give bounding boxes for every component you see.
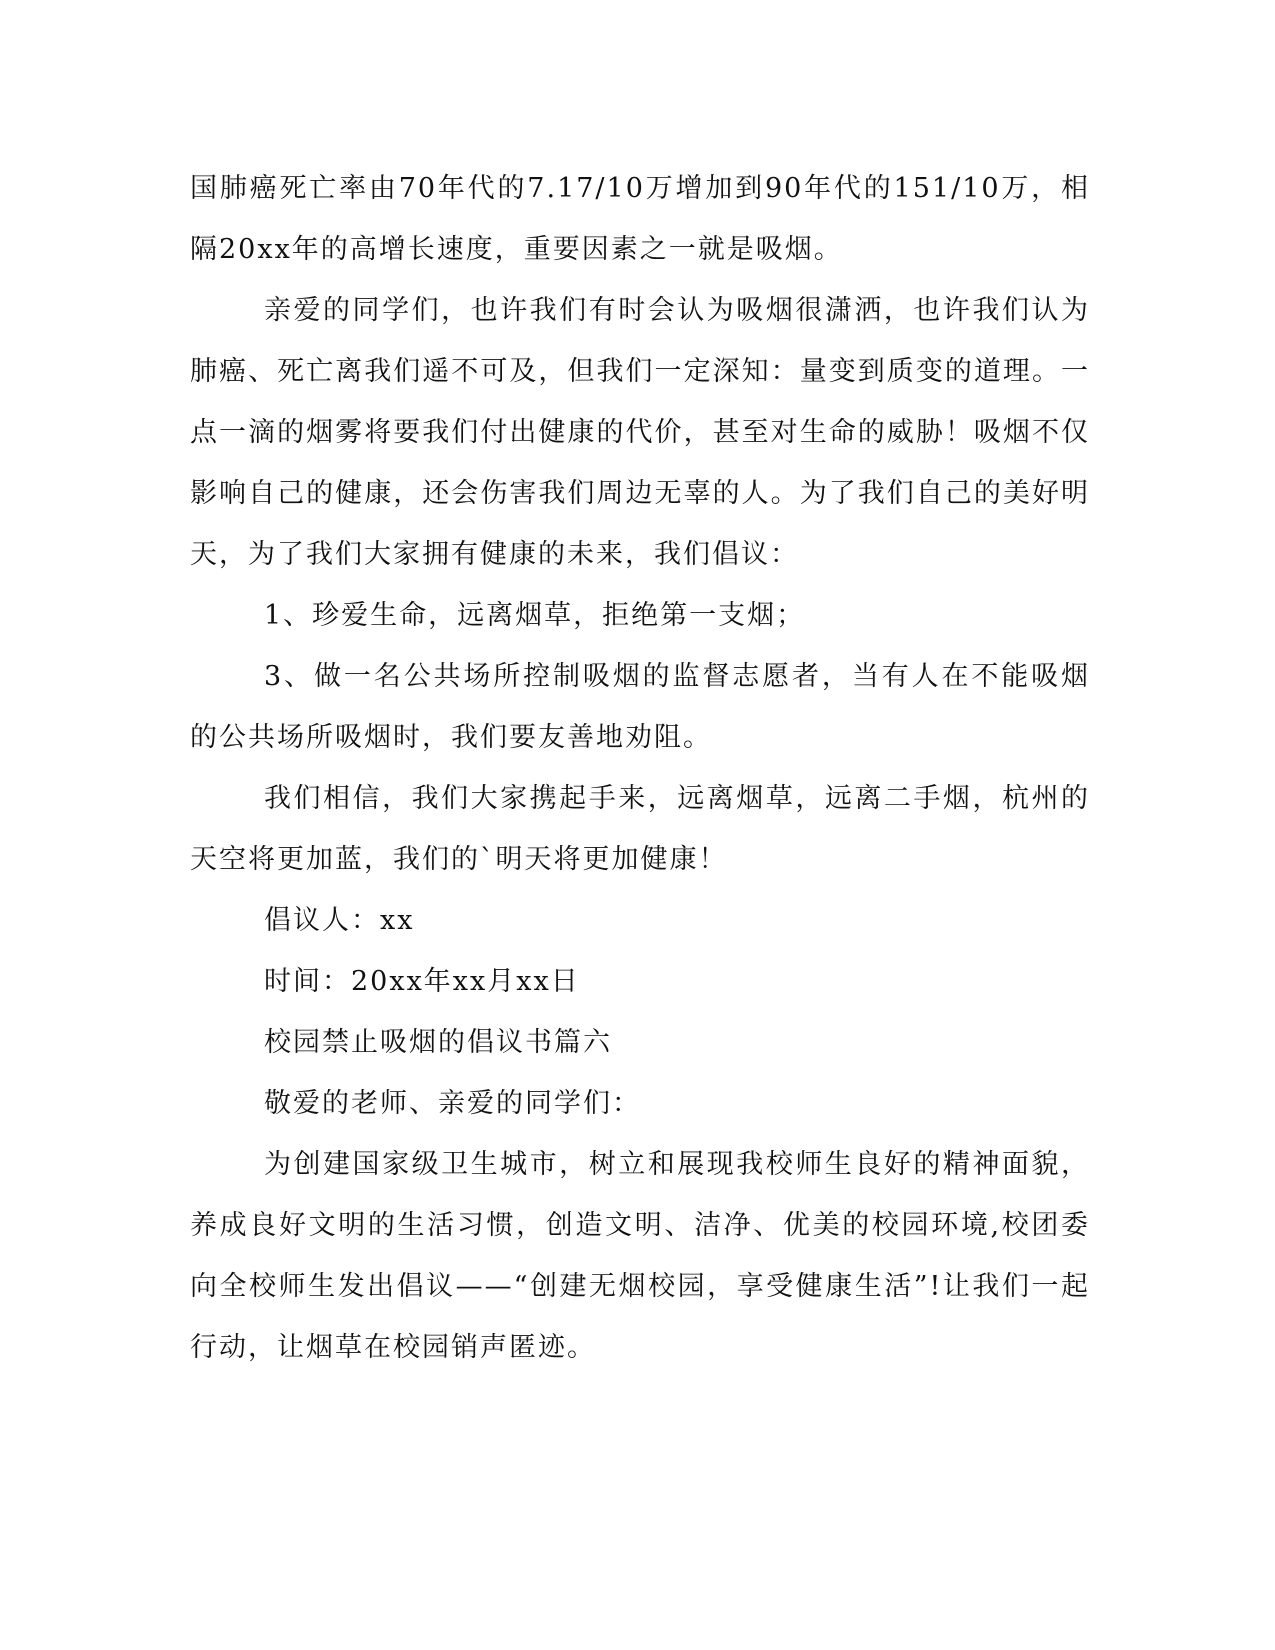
paragraph-closing-belief: 我们相信，我们大家携起手来，远离烟草，远离二手烟，杭州的天空将更加蓝，我们的`明天将更加健康！	[190, 783, 1090, 875]
document-body	[190, 158, 1090, 1378]
proposer-line: 倡议人：xx	[264, 905, 415, 936]
paragraph-smoke-free-campus: 为创建国家级卫生城市，树立和展现我校师生良好的精神面貌，养成良好文明的生活习惯，创造文明、洁净、优美的校园环境,校团委向全校师生发出倡议——“创建无烟校园，享受健康生活”!让我们一起行动，让烟草在校园销声匿迹。	[190, 1149, 1090, 1363]
paragraph-appeal-to-students: 亲爱的同学们，也许我们有时会认为吸烟很潇洒，也许我们认为肺癌、死亡离我们遥不可及，但我们一定深知：量变到质变的道理。一点一滴的烟雾将要我们付出健康的代价，甚至对生命的威胁！吸烟不仅影响自己的健康，还会伤害我们周边无辜的人。为了我们自己的美好明天，为了我们大家拥有健康的未来，我们倡议：	[190, 295, 1090, 570]
salutation: 敬爱的老师、亲爱的同学们：	[264, 1088, 641, 1119]
paragraph-lung-cancer-statistics: 国肺癌死亡率由70年代的7.17/10万增加到90年代的151/10万，相隔20xx年的高增长速度，重要因素之一就是吸烟。	[190, 173, 1090, 265]
date-line: 时间：20xx年xx月xx日	[264, 966, 580, 997]
proposal-item-3: 3、做一名公共场所控制吸烟的监督志愿者，当有人在不能吸烟的公共场所吸烟时，我们要友善地劝阻。	[190, 661, 1090, 753]
section-title: 校园禁止吸烟的倡议书篇六	[264, 1027, 612, 1058]
proposal-item-1: 1、珍爱生命，远离烟草，拒绝第一支烟；	[264, 600, 806, 631]
